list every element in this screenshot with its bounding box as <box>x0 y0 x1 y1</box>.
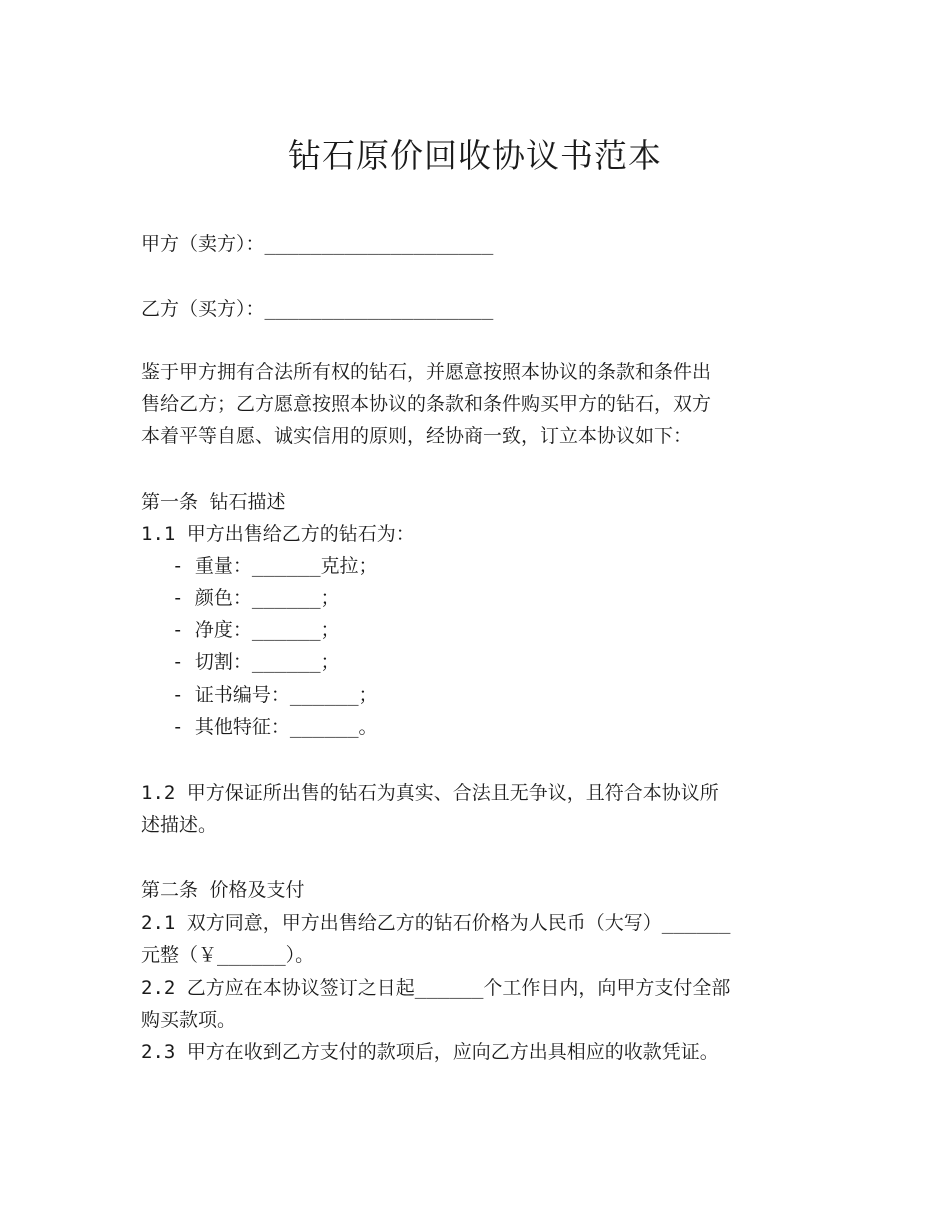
clause-2-3: 2.3 甲方在收到乙方支付的款项后，应向乙方出具相应的收款凭证。 <box>141 1041 719 1063</box>
spec-item-other: - 其他特征：______。 <box>172 716 378 738</box>
party-a-line: 甲方（卖方）：____________________ <box>141 233 494 255</box>
clause-2-1-line-2: 元整（￥______）。 <box>141 944 315 966</box>
clause-1-2-line-2: 述描述。 <box>141 814 218 836</box>
clause-1-1: 1.1 甲方出售给乙方的钻石为： <box>141 523 415 545</box>
party-b-line: 乙方（买方）：____________________ <box>141 298 494 320</box>
preamble-line-1: 鉴于甲方拥有合法所有权的钻石，并愿意按照本协议的条款和条件出 <box>141 361 712 383</box>
spec-item-certificate: - 证书编号：______； <box>172 684 378 706</box>
article-1-heading: 第一条 钻石描述 <box>141 491 286 513</box>
document-title: 钻石原价回收协议书范本 <box>288 136 662 175</box>
spec-item-weight: - 重量：______克拉； <box>172 555 378 577</box>
preamble-line-3: 本着平等自愿、诚实信用的原则，经协商一致，订立本协议如下： <box>141 425 693 447</box>
preamble-line-2: 售给乙方；乙方愿意按照本协议的条款和条件购买甲方的钻石，双方 <box>141 393 712 415</box>
clause-2-2-line-1: 2.2 乙方应在本协议签订之日起______个工作日内，向甲方支付全部 <box>141 977 731 999</box>
clause-1-2-line-1: 1.2 甲方保证所出售的钻石为真实、合法且无争议，且符合本协议所 <box>141 782 719 804</box>
spec-item-color: - 颜色：______； <box>172 587 340 609</box>
article-2-heading: 第二条 价格及支付 <box>141 879 305 901</box>
clause-2-2-line-2: 购买款项。 <box>141 1009 237 1031</box>
clause-2-1-line-1: 2.1 双方同意，甲方出售给乙方的钻石价格为人民币（大写）______ <box>141 912 731 934</box>
spec-item-cut: - 切割：______； <box>172 651 340 673</box>
spec-item-clarity: - 净度：______； <box>172 619 340 641</box>
